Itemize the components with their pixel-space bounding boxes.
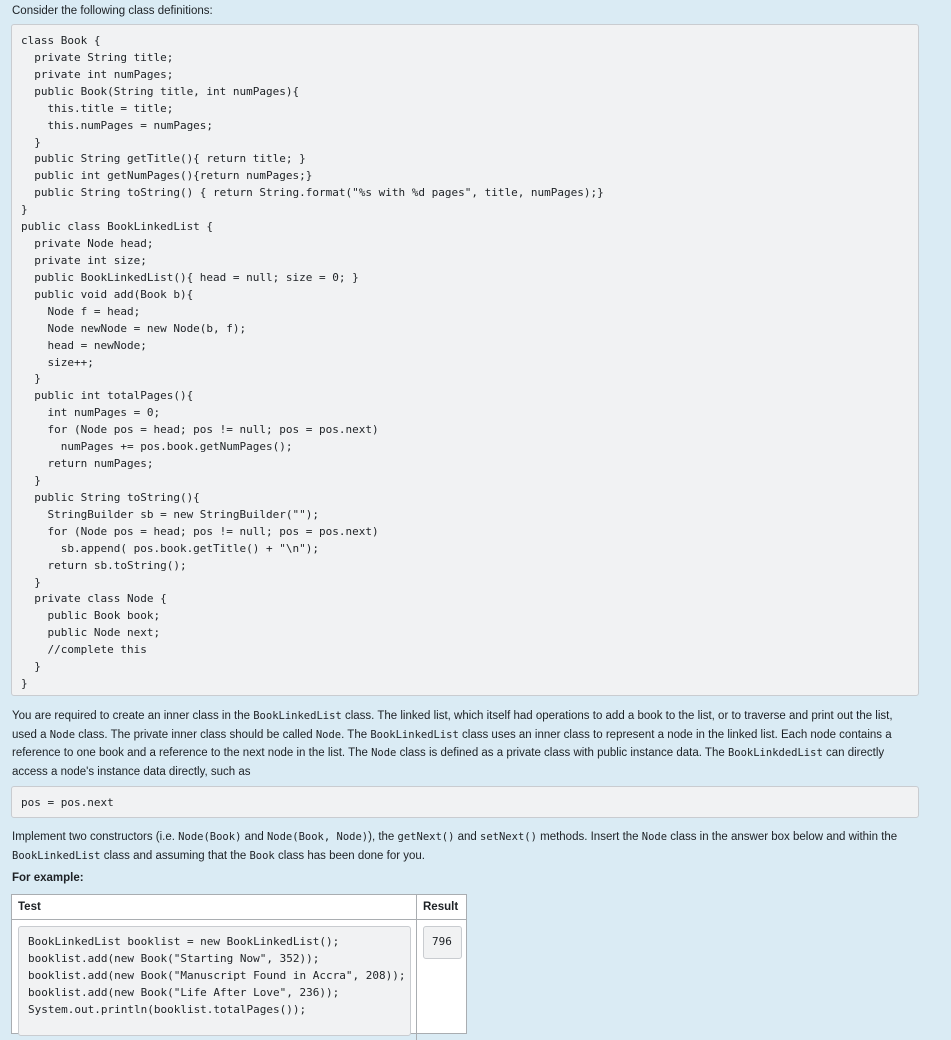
text: class has been done for you.	[274, 849, 426, 862]
instructions-paragraph	[12, 707, 912, 781]
table-header-result: Result	[417, 895, 466, 920]
text: class and assuming that the	[100, 849, 250, 862]
text: ), the	[368, 831, 398, 843]
inline-code: Book	[249, 849, 275, 862]
text: class. The private inner class should be called	[75, 728, 316, 741]
text: class in the answer box below and within the	[667, 831, 898, 843]
class-definitions-code-block	[11, 24, 919, 696]
pos-example-code-block	[11, 786, 919, 818]
inline-code: Node	[315, 728, 342, 741]
inline-code: Node	[641, 831, 668, 843]
inline-code: BookLinkedList	[253, 710, 342, 722]
inline-code: Node	[49, 728, 76, 741]
column-divider	[416, 920, 417, 1040]
text: class is defined as a private class with public instance data. The	[396, 747, 728, 760]
inline-code: BookLinkedList	[12, 849, 101, 862]
inline-code: setNext()	[480, 831, 537, 843]
inline-code: Node(Book)	[178, 831, 242, 843]
table-header-test: Test	[12, 895, 417, 920]
inline-code: Node(Book, Node)	[266, 831, 369, 843]
text: methods. Insert the	[536, 831, 642, 843]
inline-code: getNext()	[397, 831, 455, 843]
text: class uses an inner class to represent a node in the linked list. Each node contains a reference to one book and a reference to the next node in the list. The	[12, 728, 892, 760]
text: can directly access a node's instance data directly, such as	[12, 747, 885, 778]
inline-code: BookLinkedList	[370, 728, 459, 741]
text: and	[454, 831, 481, 843]
text: You are required to create an inner class in the	[12, 710, 254, 722]
pos-example-code: pos = pos.next	[21, 796, 114, 809]
for-example-heading: For example:	[12, 872, 84, 884]
question-intro: Consider the following class definitions:	[12, 5, 213, 17]
inline-code: Node	[371, 747, 397, 760]
text: . The	[341, 728, 371, 741]
test-code: BookLinkedList booklist = new BookLinkedList(); booklist.add(new Book("Starting Now", 352)); booklist.add(new Book("Manuscript Found in Accra", 208)); booklist.add(new Book("Life After Love", 236)); System.out.println(booklist.totalPages());	[28, 935, 406, 1016]
result-value: 796	[423, 926, 462, 959]
class-definitions-code: class Book { private String title; private int numPages; public Book(String title, int numPages){ this.title = title; this.numPages = numPages; } public String getTitle(){ return title; } public int getNumPages(){return numPages;} public String toString() { return String.format("%s with %d pages", title, numPages);} } public class BookLinkedList { private Node head; private int size; public BookLinkedList(){ head = null; size = 0; } public void add(Book b){ Node f = head; Node newNode = new Node(b, f); head = newNode; size++; } public int totalPages(){ int numPages = 0; for (Node pos = head; pos != null; pos = pos.next) numPages += pos.book.getNumPages(); return numPages; } public String toString(){ StringBuilder sb = new StringBuilder(""); for (Node pos = head; pos != null; pos = pos.next) sb.append( pos.book.getTitle() + "\n"); return sb.toString(); } private class Node { public Book book; public Node next; //complete this } }	[21, 34, 604, 691]
inline-code: BookLinkdedList	[727, 747, 823, 760]
text: class. The linked list, which itself had operations to add a book to the list, or to traverse and print out the list, used a	[12, 710, 893, 741]
test-code-block	[18, 926, 411, 1036]
example-table	[11, 894, 467, 1034]
implementation-paragraph	[12, 828, 912, 865]
text: and	[241, 831, 267, 843]
text: Implement two constructors (i.e.	[12, 831, 179, 843]
